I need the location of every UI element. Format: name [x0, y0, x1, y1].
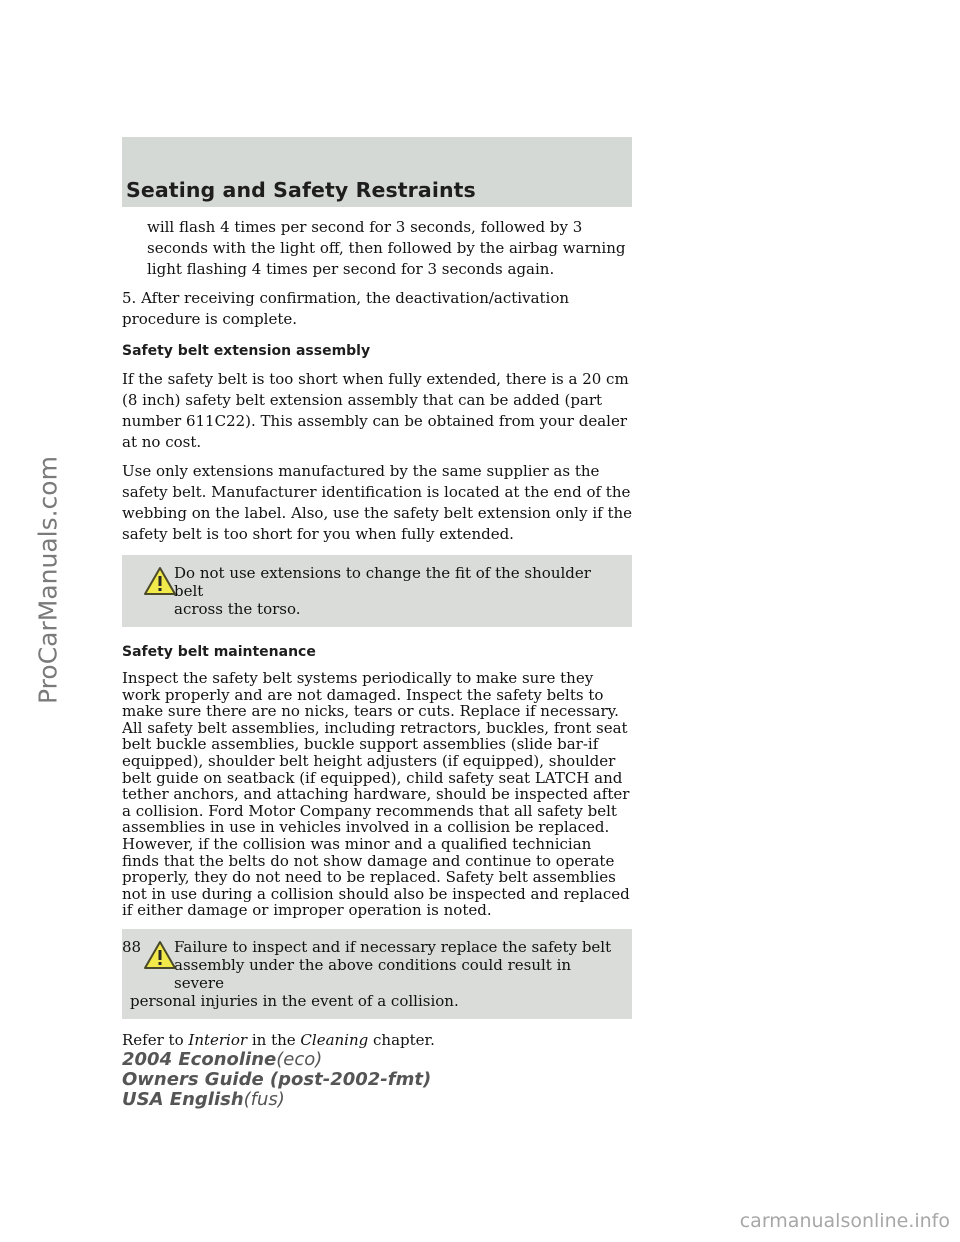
warning-line-1: Failure to inspect and if necessary replace the safety belt [174, 937, 612, 956]
warning-text-extension [122, 564, 624, 618]
refer-item: Interior [188, 1030, 248, 1049]
warning-line-2: assembly under the above conditions could result in severe [174, 955, 572, 992]
refer-middle: in the [251, 1030, 296, 1049]
warning-line-2: across the torso. [174, 600, 301, 618]
warning-box-extension [122, 555, 632, 627]
refer-chapter: Cleaning [300, 1030, 369, 1049]
step-5: 5. After receiving confirmation, the deactivation/activation procedure is complete. [122, 289, 570, 328]
page-title: Seating and Safety Restraints [126, 178, 476, 202]
section-heading-maintenance: Safety belt maintenance [122, 644, 316, 660]
refer-paragraph [122, 1030, 632, 1051]
footer-line-2: Owners Guide (post-2002-fmt) [122, 1069, 432, 1090]
footer-model: 2004 Econoline [122, 1049, 277, 1070]
warning-triangle-icon [142, 939, 178, 971]
warning-text-maintenance [122, 938, 624, 1010]
page-body [122, 217, 632, 1051]
refer-prefix: Refer to [122, 1030, 184, 1049]
extension-paragraph-2: Use only extensions manufactured by the same supplier as the safety belt. Manufacturer identification is located at the end of the webbing on the label. Also, use the safety belt extension only if the safety belt is too short for you when fully extended. [122, 462, 633, 543]
warning-line-1: Do not use extensions to change the fit of the shoulder belt [174, 564, 591, 600]
warning-box-maintenance [122, 929, 632, 1019]
footer-line-3 [122, 1090, 431, 1110]
footer-line-1 [122, 1050, 431, 1070]
extension-paragraph-1: If the safety belt is too short when fully extended, there is a 20 cm (8 inch) safety belt extension assembly that can be added (part number 611C22). This assembly can be obtained from your dealer at no cost. [122, 370, 629, 451]
warning-triangle-icon [142, 565, 178, 597]
maintenance-paragraph: Inspect the safety belt systems periodically to make sure they work properly and are not damaged. Inspect the safety belts to make sure there are no nicks, tears or cuts. Replace if necessary. All safety belt assemblies, including retractors, buckles, front seat belt buckle assemblies, buckle support assemblies (slide bar-if equipped), shoulder belt height adjusters (if equipped), shoulder belt guide on seatback (if equipped), child safety seat LATCH and tether anchors, and attaching hardware, should be inspected after a collision. Ford Motor Company recommends that all safety belt assemblies in use in vehicles involved in a collision be replaced. However, if the collision was minor and a qualified technician finds that the belts do not show damage and continue to operate properly, they do not need to be replaced. Safety belt assemblies not in use during a collision should also be inspected and replaced if either damage or improper operation is noted. [122, 669, 630, 920]
bottom-watermark: carmanualsonline.info [739, 1210, 950, 1232]
page-number: 88 [122, 938, 142, 956]
footer-model-code: (eco) [276, 1049, 323, 1070]
footer [122, 1050, 431, 1110]
refer-suffix: chapter. [373, 1030, 435, 1049]
warning-line-3: personal injuries in the event of a collision. [130, 991, 459, 1010]
footer-language-code: (fus) [243, 1089, 285, 1110]
continued-paragraph: will flash 4 times per second for 3 seconds, followed by 3 seconds with the light off, then followed by the airbag warning light flashing 4 times per second for 3 seconds again. [147, 218, 626, 278]
footer-language: USA English [122, 1089, 244, 1110]
section-heading-extension: Safety belt extension assembly [122, 343, 371, 359]
side-watermark: ProCarManuals.com [33, 456, 63, 704]
